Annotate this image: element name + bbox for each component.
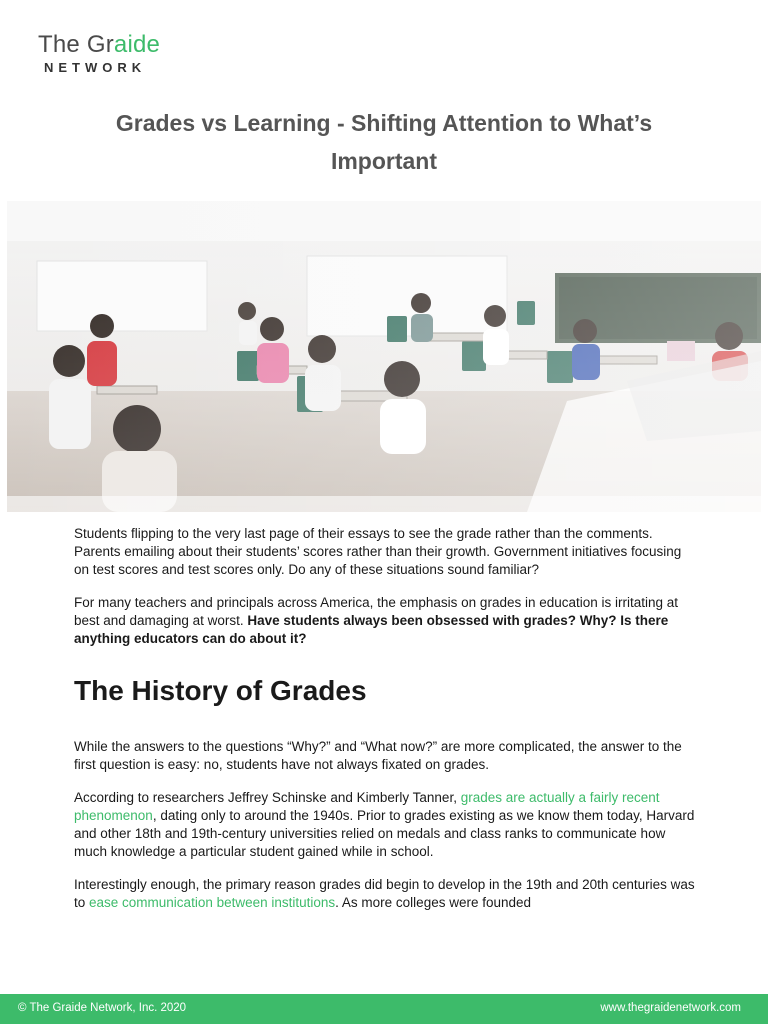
classroom-photo (7, 201, 761, 512)
paragraph-answer: While the answers to the questions “Why?” and “What now?” are more complicated, the answer to the first question is easy: no, students have not always fixated on grades. (74, 739, 682, 772)
classroom-photo-illustration (7, 201, 761, 512)
paragraph-communication-text-b: . As more colleges were founded (335, 895, 532, 910)
logo-subtitle: NETWORK (44, 60, 147, 75)
logo-text-prefix: The Gr (38, 31, 114, 58)
paragraph-communication-text-a: Interestingly enough, the primary reason grades did begin to develop in the 19th and 20th centuries was to (74, 877, 695, 910)
paragraph-intro: Students flipping to the very last page of their essays to see the grade rather than the comments. Parents emailing about their students’ scores rather than their growth. Government initiatives focusing on test scores and test scores only. Do any of these situations sound familiar? (74, 526, 682, 577)
article-body (74, 525, 698, 927)
paragraph-research (74, 789, 698, 861)
document-title: Grades vs Learning - Shifting Attention to What’s Important (115, 110, 653, 174)
page-footer (0, 994, 768, 1024)
section-heading: The History of Grades (74, 675, 367, 706)
paragraph-emphasis-text: For many teachers and principals across America, the emphasis on grades in education is irritating at best and damaging at worst. (74, 595, 679, 628)
paragraph-communication (74, 876, 698, 912)
paragraph-emphasis-bold: Have students always been obsessed with grades? Why? Is there anything educators can do about it? (74, 613, 669, 646)
logo (38, 30, 160, 76)
logo-wordmark (38, 30, 160, 60)
footer-website-link[interactable]: www.thegraidenetwork.com (600, 1002, 741, 1014)
footer-copyright: © The Graide Network, Inc. 2020 (18, 1002, 187, 1014)
paragraph-research-text-b: , dating only to around the 1940s. Prior to grades existing as we know them today, Harvard and other 18th and 19th-century universities relied on medals and class ranks to communicate how much knowledge a particular student gained while in school. (74, 808, 695, 859)
link-recent-phenomenon[interactable]: grades are actually a fairly recent phenomenon (74, 790, 660, 823)
paragraph-research-text-a: According to researchers Jeffrey Schinske and Kimberly Tanner, (74, 790, 461, 805)
logo-text-accent: aide (113, 31, 161, 58)
link-ease-communication[interactable]: ease communication between institutions (89, 895, 336, 910)
paragraph-emphasis (74, 594, 698, 648)
